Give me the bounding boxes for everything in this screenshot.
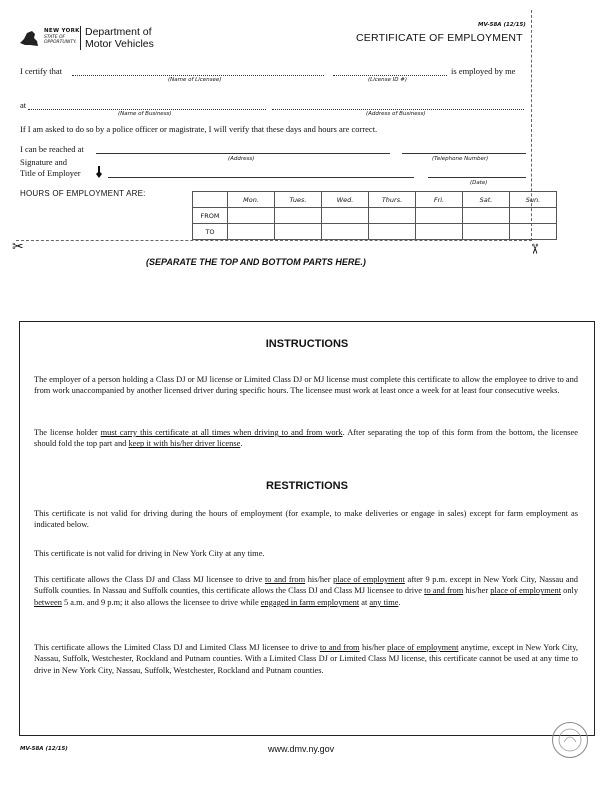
separator-text: (SEPARATE THE TOP AND BOTTOM PARTS HERE.) [146, 257, 366, 267]
to-cell[interactable] [228, 224, 275, 240]
scissors-right-icon: ✂ [525, 243, 542, 255]
day-header: Mon. [228, 192, 275, 208]
underlined-text: to and from [319, 643, 360, 652]
underlined-text: between [34, 597, 62, 607]
verify-statement: If I am asked to do so by a police officer or magistrate, I will verify that these days and hours are correct. [20, 124, 378, 134]
hours-label: HOURS OF EMPLOYMENT ARE: [20, 189, 146, 198]
instructions-box [19, 321, 595, 736]
from-cell[interactable] [510, 208, 557, 224]
hours-corner-cell [193, 192, 228, 208]
text-segment: . After separating the top of this form from the bottom, the licensee should fold the top part and [34, 428, 578, 449]
restrictions-paragraph-2: This certificate is not valid for driving in New York City at any time. [34, 549, 265, 558]
text-segment: This certificate allows the Limited Class DJ and Limited Class MJ licensee to drive [34, 643, 320, 652]
label-license-id: (License ID #) [368, 77, 407, 83]
signature-label-2: Title of Employer [20, 168, 81, 178]
to-cell[interactable] [275, 224, 322, 240]
text-segment: his/her [359, 643, 388, 652]
underlined-text: keep it with his/her driver license [128, 439, 241, 449]
text-segment: anytime, except in New York City, Nassau, Suffolk, Westchester, Rockland and Putnam counties. With a Limited Class DJ or Limited Class MJ license, this certificate cannot be used at any time to drive in New York City, Nassau, Suffolk, Westchester, Rockland and Putnam counties. [34, 643, 578, 675]
signature-label-1: Signature and [20, 157, 67, 167]
restrictions-paragraph-4 [34, 642, 578, 676]
employer-address-field[interactable] [96, 153, 390, 154]
from-cell[interactable] [228, 208, 275, 224]
signature-field[interactable] [108, 177, 414, 178]
website-url: www.dmv.ny.gov [268, 744, 335, 754]
state-line-3: OPPORTUNITY. [44, 40, 77, 45]
underlined-text: to and from [424, 586, 464, 596]
text-segment: his/her [305, 575, 334, 584]
from-cell[interactable] [463, 208, 510, 224]
row-label-to: TO [193, 224, 228, 240]
instructions-paragraph-1: The employer of a person holding a Class DJ or MJ license or Limited Class DJ or MJ license must complete this certificate to allow the employee to drive to and from work unaccompanied by another licensed driver during specific hours. The licensee must work at least once a week for at least four consecutive weeks. [34, 375, 578, 396]
hours-from-row [193, 208, 557, 224]
day-header: Sat. [463, 192, 510, 208]
text-segment: only [561, 586, 579, 596]
text-segment: his/her [463, 586, 491, 596]
from-cell[interactable] [322, 208, 369, 224]
day-header: Sun. [510, 192, 557, 208]
label-name-business: (Name of Business) [118, 111, 172, 117]
day-header: Wed. [322, 192, 369, 208]
business-name-field[interactable] [28, 109, 266, 110]
instructions-paragraph-2 [34, 427, 578, 450]
label-telephone: (Telephone Number) [432, 156, 489, 162]
to-cell[interactable] [369, 224, 416, 240]
employer-telephone-field[interactable] [402, 153, 526, 154]
text-segment: The license holder [34, 428, 101, 437]
day-header: Fri. [416, 192, 463, 208]
license-id-field[interactable] [333, 75, 447, 76]
from-cell[interactable] [369, 208, 416, 224]
from-cell[interactable] [416, 208, 463, 224]
department-name-1: Department of [85, 26, 152, 38]
at-prefix: at [20, 100, 27, 110]
restrictions-heading: RESTRICTIONS [266, 480, 348, 492]
hours-table [192, 191, 557, 240]
to-cell[interactable] [322, 224, 369, 240]
seal-mark-icon [553, 723, 587, 757]
underlined-text: must carry this certificate at all times when driving to and from work [100, 428, 343, 437]
hours-to-row [193, 224, 557, 240]
text-segment: This certificate allows the Class DJ and Class MJ licensee to drive [34, 575, 265, 584]
form-title: CERTIFICATE OF EMPLOYMENT [356, 32, 523, 44]
label-date: (Date) [470, 180, 488, 186]
date-field[interactable] [428, 177, 526, 178]
underlined-text: place of employment [333, 575, 405, 584]
instructions-heading: INSTRUCTIONS [265, 338, 349, 350]
underlined-text: place of employment [387, 643, 459, 652]
day-header: Thurs. [369, 192, 416, 208]
text-segment: . [398, 597, 401, 607]
row-label-from: FROM [193, 208, 228, 224]
label-name-licensee: (Name of Licensee) [168, 77, 222, 83]
label-address-business: (Address of Business) [366, 111, 426, 117]
underlined-text: to and from [264, 575, 306, 584]
text-segment: after 9 p.m. except in New York City, Nassau and Suffolk counties. In Nassau and Suffolk counties, this certificate allows the Class DJ and Class MJ licensee to drive [34, 575, 578, 596]
to-cell[interactable] [463, 224, 510, 240]
form-code-bottom: MV-58A (12/15) [20, 746, 68, 752]
state-line-2: STATE OF [44, 35, 66, 40]
licensee-name-field[interactable] [72, 75, 324, 76]
underlined-text: engaged in farm employment [260, 597, 360, 607]
text-segment: 5 a.m. and 9 p.m; it also allows the licensee to drive while [61, 597, 261, 607]
scissors-left-icon: ✂ [12, 239, 24, 255]
text-segment: at [359, 597, 370, 607]
restrictions-paragraph-3 [34, 574, 578, 608]
underlined-text: place of employment [490, 586, 562, 596]
day-header: Tues. [275, 192, 322, 208]
recycle-seal-icon [552, 722, 588, 758]
to-cell[interactable] [510, 224, 557, 240]
business-address-field[interactable] [272, 109, 524, 110]
state-line-1: NEW YORK [44, 28, 80, 34]
certify-prefix: I certify that [20, 66, 63, 76]
text-segment: . [240, 439, 243, 449]
reached-prefix: I can be reached at [20, 144, 84, 154]
from-cell[interactable] [275, 208, 322, 224]
hours-header-row [193, 192, 557, 208]
to-cell[interactable] [416, 224, 463, 240]
pen-icon [95, 166, 103, 178]
underlined-text: any time [369, 597, 399, 607]
label-address: (Address) [228, 156, 255, 162]
form-code-top: MV-58A (12/15) [478, 22, 526, 28]
certify-suffix: is employed by me [451, 66, 516, 76]
department-name-2: Motor Vehicles [85, 38, 154, 50]
restrictions-paragraph-1: This certificate is not valid for driving during the hours of employment (for example, to make deliveries or engage in sales) except for farm employment as indicated below. [34, 509, 578, 530]
